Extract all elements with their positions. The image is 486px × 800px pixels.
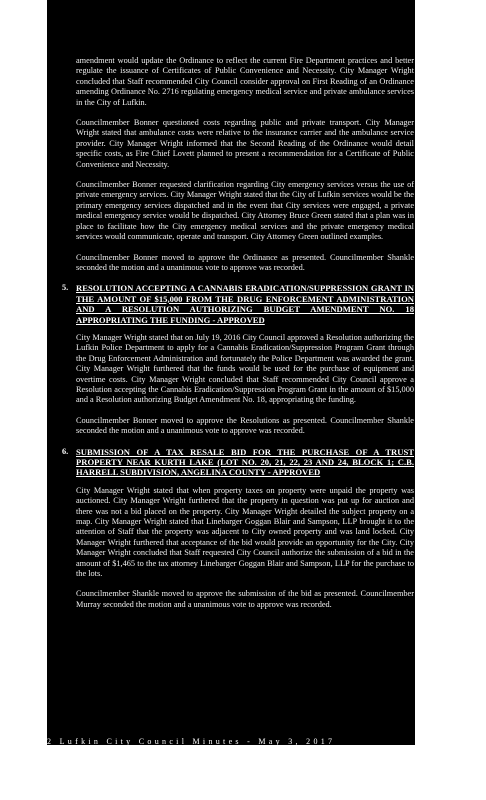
item-number: 6. <box>62 446 69 456</box>
item-title: SUBMISSION OF A TAX RESALE BID FOR THE PURCHASE OF A TRUST PROPERTY NEAR KURTH LAKE (LOT NO. 20, 21, 22, 23 AND 24, BLOCK 1; C.B. HARRELL SUBDIVISION, ANGELINA COUNTY - APPROVED <box>76 446 414 478</box>
paragraph: City Manager Wright stated that when property taxes on property were unpaid the property was auctioned. City Manager Wright furthered that the property in question was put up for auction and there was not a bid placed on the property. City Manager Wright detailed the subject property on a map. City Manager Wright stated that Linebarger Goggan Blair and Sampson, LLP brought it to the attention of Staff that the property was adjacent to City owned property and was land locked. City Manager Wright furthered that acceptance of the bid would provide an opportunity for the City. City Manager Wright concluded that Staff requested City Council authorize the submission of a bid in the amount of $1,465 to the tax attorney Linebarger Goggan Blair and Sampson, LLP for the purchase to the lots. <box>76 485 414 579</box>
page-footer <box>47 736 415 748</box>
item-title: RESOLUTION ACCEPTING A CANNABIS ERADICATION/SUPPRESSION GRANT IN THE AMOUNT OF $15,000 FROM THE DRUG ENFORCEMENT ADMINISTRATION AND A RESOLUTION AUTHORIZING BUDGET AMENDMENT NO. 18 APPROPRIATING THE FUNDING - APPROVED <box>76 283 414 325</box>
footer-text: Lufkin City Council Minutes - May 3, 2017 <box>59 737 336 746</box>
agenda-item-5 <box>62 283 414 325</box>
paragraph: Councilmember Bonner moved to approve the Ordinance as presented. Councilmember Shankle seconded the motion and a unanimous vote to approve was recorded. <box>76 252 414 272</box>
paragraph: Councilmember Bonner questioned costs regarding public and private transport. City Manager Wright stated that ambulance costs were relative to the insurance carrier and the ambulance service provider. City Manager Wright informed that the Second Reading of the Ordinance would detail specific costs, as Fire Chief Lovett planned to present a recommendation for a Certificate of Public Convenience and Necessity. <box>76 118 414 169</box>
paragraph: Councilmember Bonner requested clarification regarding City emergency services versus the use of private emergency services. City Manager Wright stated that the City of Lufkin services would be the primary emergency services dispatched and in the event that City services were engaged, a private medical emergency service would be dispatched. City Attorney Bruce Green stated that a plan was in place to facilitate how the City emergency medical services and the private emergency medical services would communicate, operate and transport. City Attorney Green outlined examples. <box>76 180 414 242</box>
minutes-body <box>62 56 414 620</box>
item-number: 5. <box>62 283 69 293</box>
paragraph: City Manager Wright stated that on July 19, 2016 City Council approved a Resolution authorizing the Lufkin Police Department to apply for a Cannabis Eradication/Suppression Program Grant through the Drug Enforcement Administration and fortunately the Police Department was awarded the grant. City Manager Wright furthered that the funds would be used for the purchase of equipment and overtime costs. City Manager Wright concluded that Staff recommended City Council approve a Resolution accepting the Cannabis Eradication/Suppression Program Grant in the amount of $15,000 and a Resolution authorizing Budget Amendment No. 18, appropriating the funding. <box>76 332 414 405</box>
paragraph: Councilmember Bonner moved to approve the Resolutions as presented. Councilmember Shankle seconded the motion and a unanimous vote to approve was recorded. <box>76 415 414 436</box>
paragraph: Councilmember Shankle moved to approve the submission of the bid as presented. Councilmember Murray seconded the motion and a unanimous vote to approve was recorded. <box>76 589 414 609</box>
paragraph: amendment would update the Ordinance to reflect the current Fire Department practices and better regulate the issuance of Certificates of Public Convenience and Necessity. City Manager Wright concluded that Staff recommended City Council consider approval on First Reading of an Ordinance amending Ordinance No. 2716 regulating emergency medical service and private ambulance services in the City of Lufkin. <box>76 56 414 107</box>
agenda-item-6 <box>62 446 414 478</box>
page-number: 2 <box>47 737 55 746</box>
